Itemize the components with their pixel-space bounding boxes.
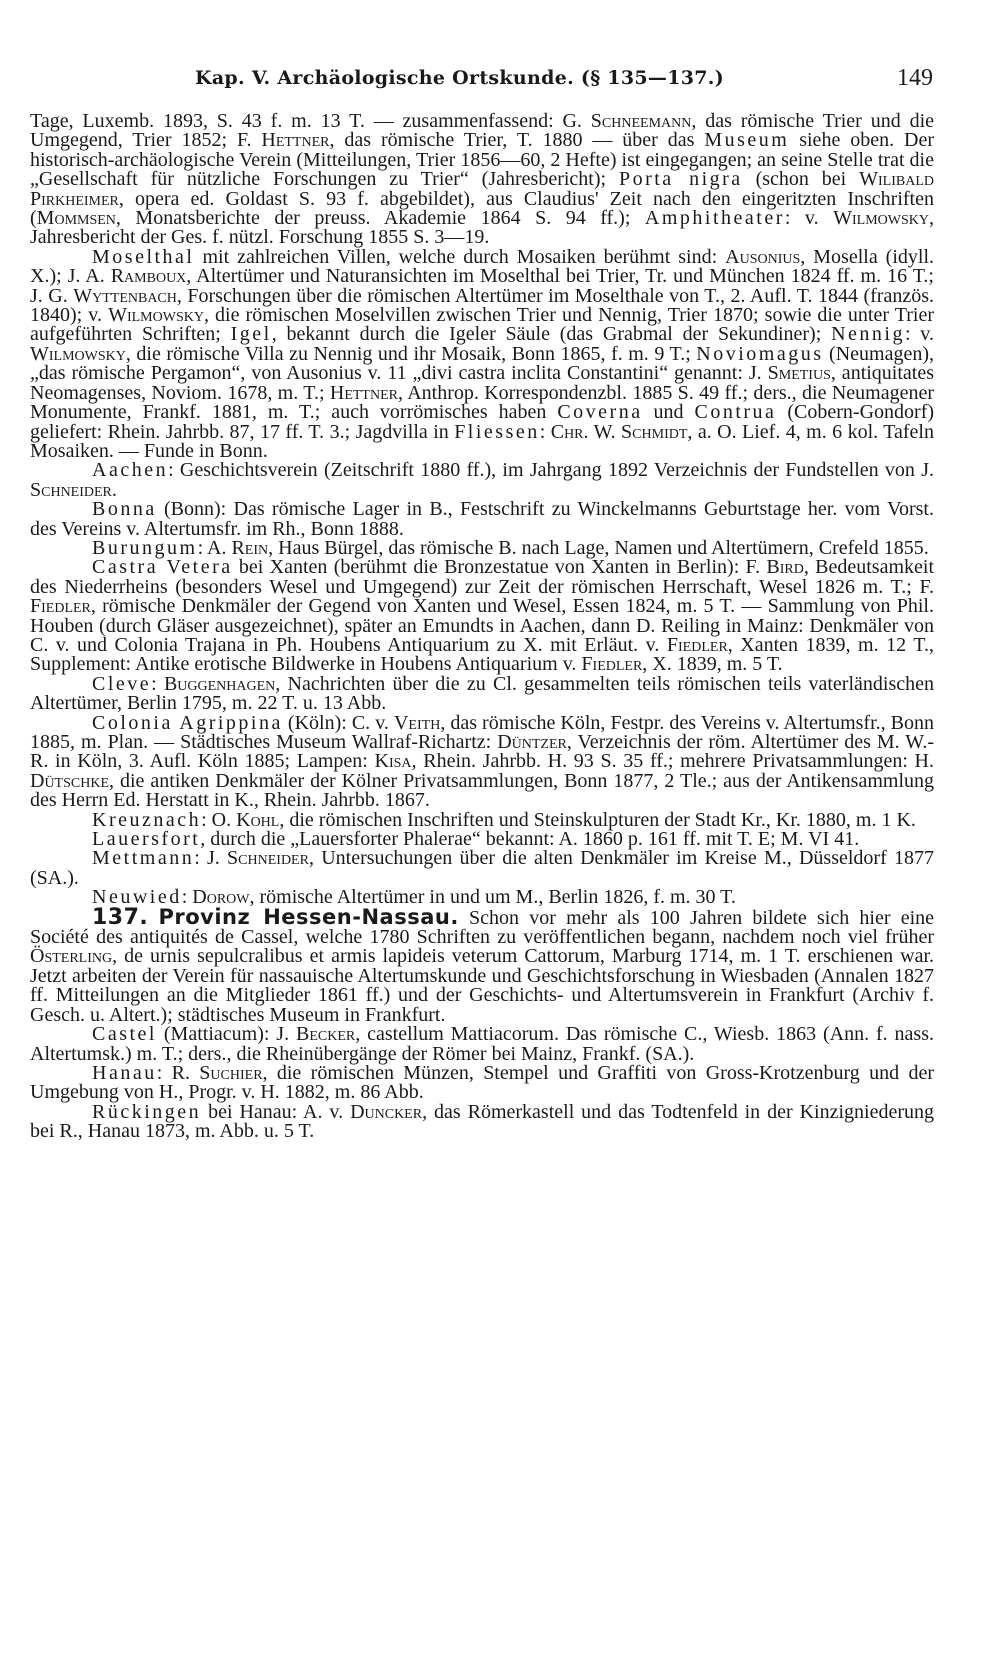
author-name: Fiedler xyxy=(666,633,728,656)
author-name: Österling xyxy=(30,945,113,968)
text-run: , die antiken Denkmäler der Kölner Privatsammlungen, Bonn 1877, 2 Tle.; aus der Antikensammlung des Herrn Ed. Herstatt in K., Rhein. Jahrbb. 1867. xyxy=(30,769,934,812)
author-name: Dorow xyxy=(192,886,250,909)
text-run: (Köln): C. v. xyxy=(282,711,394,734)
text-run: , X. 1839, m. 5 T. xyxy=(642,653,783,676)
author-name: Bird xyxy=(766,556,804,579)
text-run: , Mosella (idyll. X.); J. A. xyxy=(30,245,934,288)
place-name: Mettmann xyxy=(92,847,195,870)
author-name: Fiedler xyxy=(581,653,643,676)
text-run: , die römische Villa zu Nennig und ihr Mosaik, Bonn 1865, f. m. 9 T.; xyxy=(125,342,697,365)
text-run: , castellum Mattiacorum. Das römische C., Wiesb. 1863 (Ann. f. nass. Altertumsk.) m. T.; ders., die Rheinübergänge der Römer bei Mainz, Frankf. (SA.). xyxy=(30,1023,934,1065)
author-name: Becker xyxy=(295,1023,356,1046)
text-run: , Jahresbericht der Ges. f. nützl. Forschung 1855 S. 3—19. xyxy=(30,207,934,249)
text-run: , de urnis sepulcralibus et armis lapideis veterum Cattorum, Marburg 1714, m. 1 T. erschienen war. Jetzt arbeiten der Verein für nassauische Altertumskunde und Geschichtsforschung in Wiesbaden (Annalen 1827 ff. Mitteilungen an die Mitglieder 1861 ff.) und der Geschichts- und Altertumsverein in Frankfurt (Archiv f. Gesch. u. Altert.); städtisches Museum in Frankfurt. xyxy=(30,945,934,1026)
place-name: Noviomagus xyxy=(696,342,824,365)
author-name: Ausonius xyxy=(725,245,801,268)
section-title: Provinz Hessen-Nassau. xyxy=(158,904,459,929)
author-name: Wilmowsky xyxy=(30,342,126,365)
text-run: , Monatsberichte der preuss. Akademie 1864 S. 94 ff.); xyxy=(115,207,645,230)
place-name: Moselthal xyxy=(92,245,195,268)
text-run: : O. xyxy=(201,808,237,831)
author-name: Buggenhagen xyxy=(163,672,276,695)
section-paragraph xyxy=(30,904,935,1026)
text-run: , römische Altertümer in und um M., Berlin 1826, f. m. 30 T. xyxy=(249,886,736,909)
place-name: Hanau xyxy=(92,1061,157,1084)
author-name: Wilibald Pirkheimer xyxy=(30,168,934,210)
author-name: Mommsen xyxy=(36,207,116,230)
place-name: Castra Vetera xyxy=(92,556,233,579)
author-name: Kisa xyxy=(374,750,412,773)
text-run: , Untersuchungen über die alten Denkmäler im Kreise M., Düsseldorf 1877 (SA.). xyxy=(30,847,934,889)
paragraph xyxy=(30,461,934,500)
text-run: : xyxy=(151,672,164,695)
text-run: (Neumagen), „das römische Pergamon“, von Ausonius v. 11 „divi castra inclita Constantini“ genannt: J. xyxy=(30,342,934,385)
text-run: und xyxy=(642,401,695,424)
page-number: 149 xyxy=(897,64,933,91)
text-run: , Rhein. Jahrbb. H. 93 S. 35 ff.; mehrere Privatsammlungen: H. xyxy=(411,750,934,773)
text-run: : v. xyxy=(904,323,934,346)
paragraph xyxy=(30,1100,934,1143)
author-name: Wilmowsky xyxy=(108,304,204,327)
author-name: Hettner xyxy=(261,129,330,152)
author-name: Ramboux xyxy=(110,265,187,288)
text-run: , die römischen Inschriften und Steinskulpturen der Stadt Kr., Kr. 1880, m. 1 K. xyxy=(279,808,916,831)
text-run: mit zahlreichen Villen, welche durch Mosaiken berühmt sind: xyxy=(194,245,726,268)
text-run: , das römische Trier, T. 1880 — über das xyxy=(329,129,705,152)
text-run: (Mattiacum): J. xyxy=(157,1023,296,1046)
text-run: , Anthrop. Korrespondenzbl. 1885 S. 49 ff.; ders., die Neumagener Monumente, Frankf. 1881, m. T.; auch vorrömisches haben xyxy=(30,381,934,424)
place-name: Amphitheater xyxy=(644,207,785,230)
text-run: , Verzeichnis der röm. Altertümer des M. W.-R. in Köln, 3. Aufl. Köln 1885; Lampen: xyxy=(30,731,935,773)
place-name: Fliessen xyxy=(454,420,540,443)
body-text xyxy=(30,112,934,1142)
author-name: Rein xyxy=(231,536,269,559)
paragraph xyxy=(30,672,934,715)
place-name: Igel xyxy=(230,323,272,346)
text-run: . xyxy=(111,478,117,501)
text-run: , Altertümer und Naturansichten im Moselthal bei Trier, Tr. und München 1824 ff. m. 16 T.; J. G. xyxy=(30,265,934,307)
paragraph xyxy=(30,558,934,674)
text-run: , das römische Trier und die Umgegend, Trier 1852; F. xyxy=(30,110,934,152)
place-name: Rückingen xyxy=(92,1100,202,1123)
author-name: Dütschke xyxy=(30,769,110,792)
place-name: Neuwied xyxy=(92,886,182,909)
running-header xyxy=(195,58,933,98)
author-name: Fiedler xyxy=(30,595,91,618)
place-name: Colonia Agrippina xyxy=(92,711,283,734)
author-name: Schneider xyxy=(227,847,309,870)
text-run: , opera ed. Goldast S. 93 f. abgebildet), aus Claudius' Zeit nach den eingeritzten Inschriften ( xyxy=(30,187,934,230)
place-name: Lauersfort xyxy=(92,828,201,851)
author-name: Smetius xyxy=(767,362,831,385)
author-name: Veith xyxy=(393,711,441,734)
paragraph xyxy=(30,1025,934,1064)
author-name: Suchier xyxy=(199,1061,263,1084)
text-run: , Nachrichten über die zu Cl. gesammelten teils römischen teils vaterländischen Altertümer, Berlin 1795, m. 22 T. u. 13 Abb. xyxy=(30,672,934,715)
place-name: Kreuznach xyxy=(92,808,202,831)
place-name: Museum xyxy=(704,129,790,152)
text-run: , Haus Bürgel, das römische B. nach Lage, Namen und Altertümern, Crefeld 1855. xyxy=(268,536,929,559)
text-run: bei Xanten (berühmt die Bronzestatue von Xanten in Berlin): F. xyxy=(232,556,767,579)
text-run: : R. xyxy=(156,1061,200,1084)
text-run: , die römischen Münzen, Stempel und Graffiti von Gross-Krotzenburg und der Umgebung von H., Progr. v. H. 1882, m. 86 Abb. xyxy=(30,1061,934,1104)
place-name: Burungum xyxy=(92,536,198,559)
place-name: Bonna xyxy=(92,498,157,521)
paragraph xyxy=(30,849,934,888)
text-run: (Bonn): Das römische Lager in B., Festschrift zu Winckelmanns Geburtstage her. vom Vorst. des Vereins v. Altertumsfr. im Rh., Bonn 1888. xyxy=(30,498,934,540)
place-name: Cleve xyxy=(92,672,152,695)
author-name: Hettner xyxy=(329,381,398,404)
author-name: Düntzer xyxy=(497,731,567,753)
paragraph xyxy=(30,711,935,812)
text-run: siehe oben. Der historisch-archäologische Verein (Mitteilungen, Trier 1856—60, 2 Hefte) ist eingegangen; an seine Stelle trat die „Gesellschaft für nützliche Forschungen zu Trier“ (Jahresbericht); xyxy=(30,129,934,191)
author-name: Schneider xyxy=(30,478,112,501)
text-run: : xyxy=(539,420,551,443)
text-run: Schon vor mehr als 100 Jahren bildete sich hier eine Société des antiquités de Cassel, welche 1780 Schriften zu veröffentlichen begann, nachdem noch viel früher xyxy=(30,906,935,949)
text-run: , das römische Köln, Festpr. des Vereins v. Altertumsfr., Bonn 1885, m. Plan. — Städtisches Museum Wallraf-Richartz: xyxy=(30,711,935,753)
text-run: , bekannt durch die Igeler Säule (das Grabmal der Sekundiner); xyxy=(271,323,832,346)
section-number: 137. xyxy=(92,904,149,930)
place-name: Contrua xyxy=(694,401,777,424)
text-run: bei Hanau: A. v. xyxy=(201,1100,351,1123)
paragraph xyxy=(30,1061,934,1104)
text-run: , römische Denkmäler der Gegend von Xanten und Wesel, Essen 1824, m. 5 T. — Sammlung von Phil. Houben (durch Gläser ausgezeichnet), später an Emundts in Aachen, dann D. Reiling in Mainz: Denkmäler von C. v. und Colonia Trajana in Ph. Houbens Antiquarium zu X. mit Erläut. v. xyxy=(30,595,934,656)
author-name: Wyttenbach xyxy=(73,284,177,307)
place-name: Porta nigra xyxy=(618,168,743,191)
text-run: , Forschungen über die römischen Altertümer im Moselthale von T., 2. Aufl. T. 1844 (französ. 1840); v. xyxy=(30,284,934,327)
text-run: , Xanten 1839, m. 12 T., Supplement: Antike erotische Bildwerke in Houbens Antiquarium v. xyxy=(30,633,934,676)
author-name: Chr. W. Schmidt xyxy=(550,420,688,443)
text-run: , antiquitates Neomagenses, Noviom. 1678, m. T.; xyxy=(30,362,935,404)
text-run: : Geschichtsverein (Zeitschrift 1880 ff.), im Jahrgang 1892 Verzeichnis der Fundstellen von J. xyxy=(168,459,934,482)
text-run: : v. xyxy=(784,207,834,230)
author-name: Kohl xyxy=(236,808,280,831)
text-run: : J. xyxy=(194,847,228,870)
place-name: Nennig xyxy=(831,323,905,346)
text-run: , das Römerkastell und das Todtenfeld in der Kinzigniederung bei R., Hanau 1873, m. Abb. u. 5 T. xyxy=(30,1100,934,1143)
paragraph xyxy=(30,500,934,539)
text-run: , a. O. Lief. 4, m. 6 kol. Tafeln Mosaiken. — Funde in Bonn. xyxy=(30,420,934,462)
author-name: Schneemann xyxy=(590,110,692,132)
place-name: Castel xyxy=(92,1023,157,1046)
place-name: Coverna xyxy=(557,401,643,424)
place-name: Aachen xyxy=(92,459,169,482)
text-run: Tage, Luxemb. 1893, S. 43 f. m. 13 T. — zusammenfassend: G. xyxy=(30,110,591,132)
paragraph xyxy=(30,112,934,248)
text-run: , Bedeutsamkeit des Niederrheins (besonders Wesel und Umgegend) zur Zeit der römischen Herrschaft, Wesel 1826 m. T.; F. xyxy=(30,556,935,598)
paragraph xyxy=(30,245,935,462)
text-run: : A. xyxy=(197,536,232,559)
running-title: Kap. V. Archäologische Ortskunde. (§ 135—137.) xyxy=(195,67,724,89)
text-run: , durch die „Lauersforter Phalerae“ bekannt: A. 1860 p. 161 ff. mit T. E; M. VI 41. xyxy=(200,828,860,851)
text-run: , die römischen Moselvillen zwischen Trier und Nennig, Trier 1870; sowie die unter Trier aufgeführten Schriften; xyxy=(30,304,935,346)
text-run: (Cobern-Gondorf) geliefert: Rhein. Jahrbb. 87, 17 ff. T. 3.; Jagdvilla in xyxy=(30,401,935,443)
text-run: (schon bei xyxy=(742,168,860,191)
author-name: Wilmowsky xyxy=(833,207,929,230)
author-name: Duncker xyxy=(350,1100,423,1123)
text-run: : xyxy=(181,886,193,909)
